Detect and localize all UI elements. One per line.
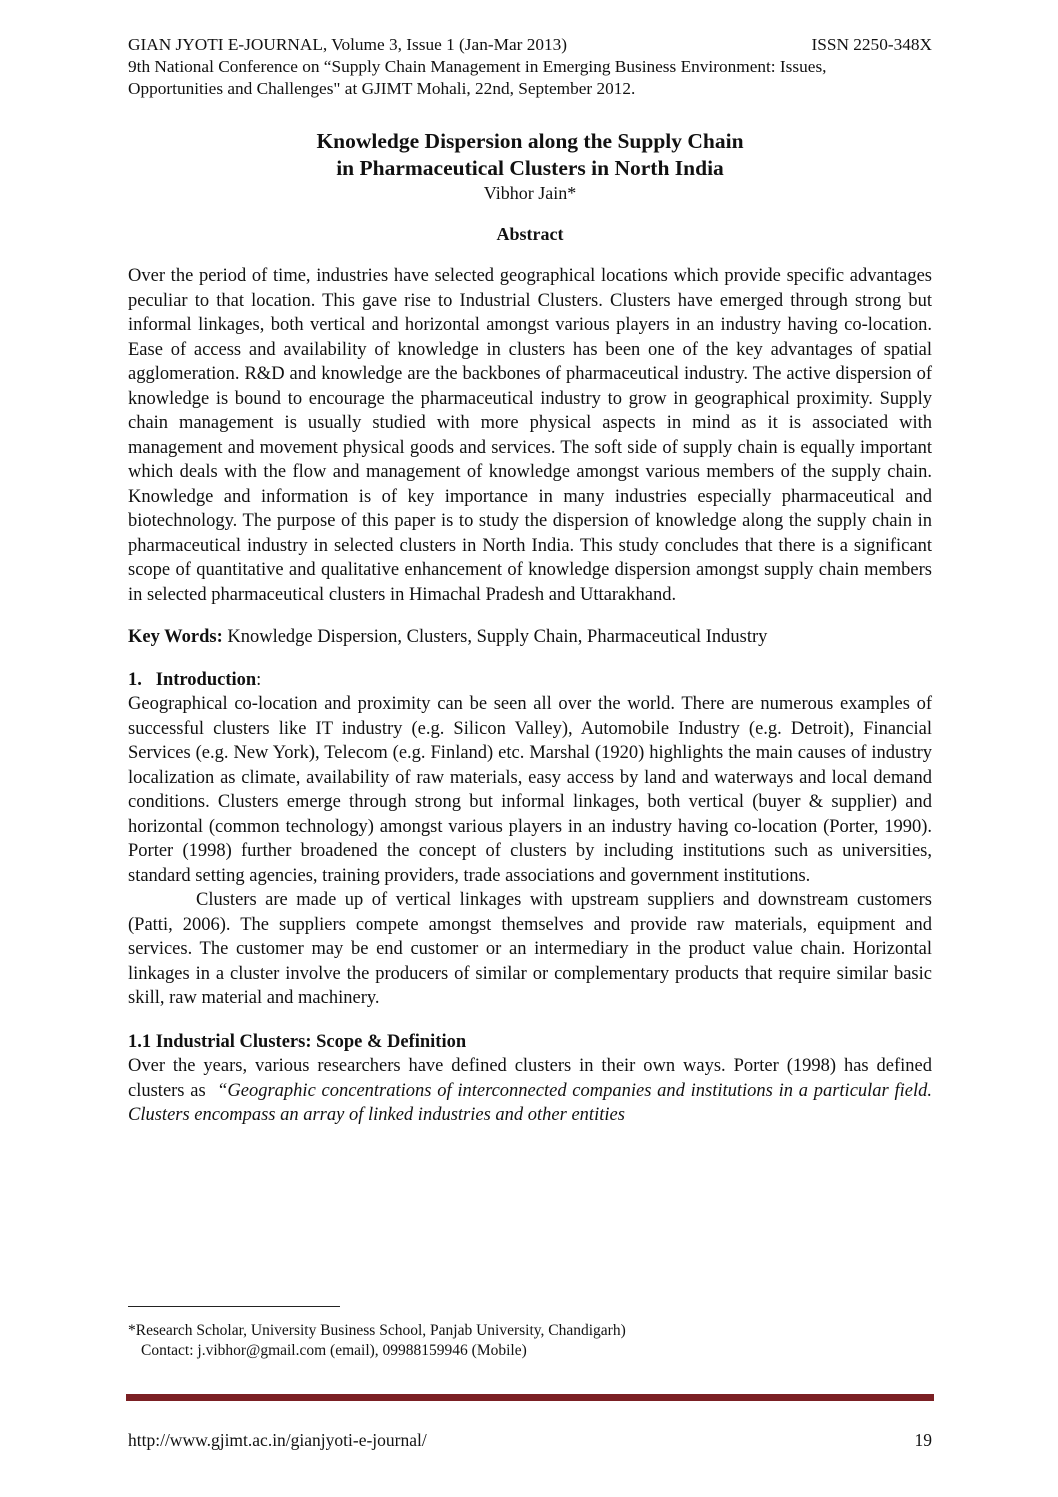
intro-heading-text: 1. Introduction	[128, 669, 257, 690]
footnote-affiliation: *Research Scholar, University Business School, Panjab University, Chandigarh)	[128, 1322, 626, 1339]
section-heading-introduction	[128, 668, 932, 693]
footer-bar	[126, 1394, 934, 1401]
conference-line-2: Opportunities and Challenges" at GJIMT Mohali, 22nd, September 2012.	[128, 79, 636, 98]
title-line-1: Knowledge Dispersion along the Supply Chain	[316, 129, 744, 153]
subsection-text: Over the years, various researchers have defined clusters in their own ways. Porter (1998) has defined clusters as	[128, 1056, 937, 1101]
keywords-label: Key Words:	[128, 627, 223, 647]
subsection-paragraph	[128, 1054, 937, 1128]
abstract-text: Over the period of time, industries have selected geographical locations which provide specific advantages peculiar to that location. This gave rise to Industrial Clusters. Clusters have emerged through strong but informal linkages, both vertical and horizontal amongst various players in an industry having co-location. Ease of access and availability of knowledge in clusters has been one of the key advantages of spatial agglomeration. R&D and knowledge are the backbones of pharmaceutical industry. The active dispersion of knowledge is bound to encourage the pharmaceutical industry to grow in geographical proximity. Supply chain management is usually studied with more physical aspects in mind as it is associated with management and movement physical goods and services. The soft side of supply chain is equally important which deals with the flow and management of knowledge amongst various members of the supply chain. Knowledge and information is of key importance in many industries especially pharmaceutical and biotechnology. The purpose of this paper is to study the dispersion of knowledge along the supply chain in pharmaceutical industry in selected clusters in North India. This study concludes that there is a significant scope of quantitative and qualitative enhancement of knowledge dispersion amongst supply chain members in selected pharmaceutical clusters in Himachal Pradesh and Uttarakhand.	[128, 266, 932, 605]
intro-heading-colon: :	[256, 669, 262, 690]
author: Vibhor Jain*	[483, 183, 577, 203]
footnote	[128, 1321, 626, 1361]
conference-line-1: 9th National Conference on “Supply Chain Management in Emerging Business Environment: Issues,	[128, 57, 827, 76]
keywords-text: Knowledge Dispersion, Clusters, Supply Chain, Pharmaceutical Industry	[222, 627, 768, 647]
title-line-2: in Pharmaceutical Clusters in North India	[336, 156, 724, 180]
issn: ISSN 2250-348X	[811, 35, 932, 54]
page-footer	[128, 1429, 932, 1451]
journal-info: GIAN JYOTI E-JOURNAL, Volume 3, Issue 1 (Jan-Mar 2013)	[128, 35, 568, 54]
page-content	[128, 34, 937, 1128]
intro-paragraph-2: Clusters are made up of vertical linkages with upstream suppliers and downstream customers (Patti, 2006). The suppliers compete amongst themselves and provide raw materials, equipment and services. The customer may be end customer or an intermediary in the product value chain. Horizontal linkages in a cluster involve the producers of similar or complementary products that require similar basic skill, raw material and machinery.	[128, 890, 932, 1008]
footer-url: http://www.gjimt.ac.in/gianjyoti-e-journal/	[128, 1430, 427, 1450]
running-header	[128, 34, 932, 56]
porter-quote: “Geographic concentrations of interconnected companies and institutions in a particular field. Clusters encompass an array of linked industries and other entities	[128, 1080, 932, 1125]
page-number: 19	[914, 1430, 932, 1450]
footnote-divider	[128, 1306, 340, 1307]
intro-paragraph-1: Geographical co-location and proximity can be seen all over the world. There are numerous examples of successful clusters like IT industry (e.g. Silicon Valley), Automobile Industry (e.g. Detroit), Financial Services (e.g. New York), Telecom (e.g. Finland) etc. Marshal (1920) highlights the main causes of industry localization as climate, availability of raw materials, easy access by land and waterways and local demand conditions. Clusters emerge through strong but informal linkages, both vertical (buyer & supplier) and horizontal (common technology) amongst various players in an industry having co-location (Porter, 1990). Porter (1998) further broadened the concept of clusters by including institutions such as universities, standard setting agencies, training providers, trade associations and government institutions.	[128, 694, 932, 886]
subsection-heading: 1.1 Industrial Clusters: Scope & Definition	[128, 1031, 467, 1052]
footnote-contact: Contact: j.vibhor@gmail.com (email), 09988159946 (Mobile)	[141, 1342, 527, 1359]
paper-title	[128, 128, 932, 182]
abstract-heading: Abstract	[496, 224, 564, 244]
keywords	[128, 625, 932, 650]
